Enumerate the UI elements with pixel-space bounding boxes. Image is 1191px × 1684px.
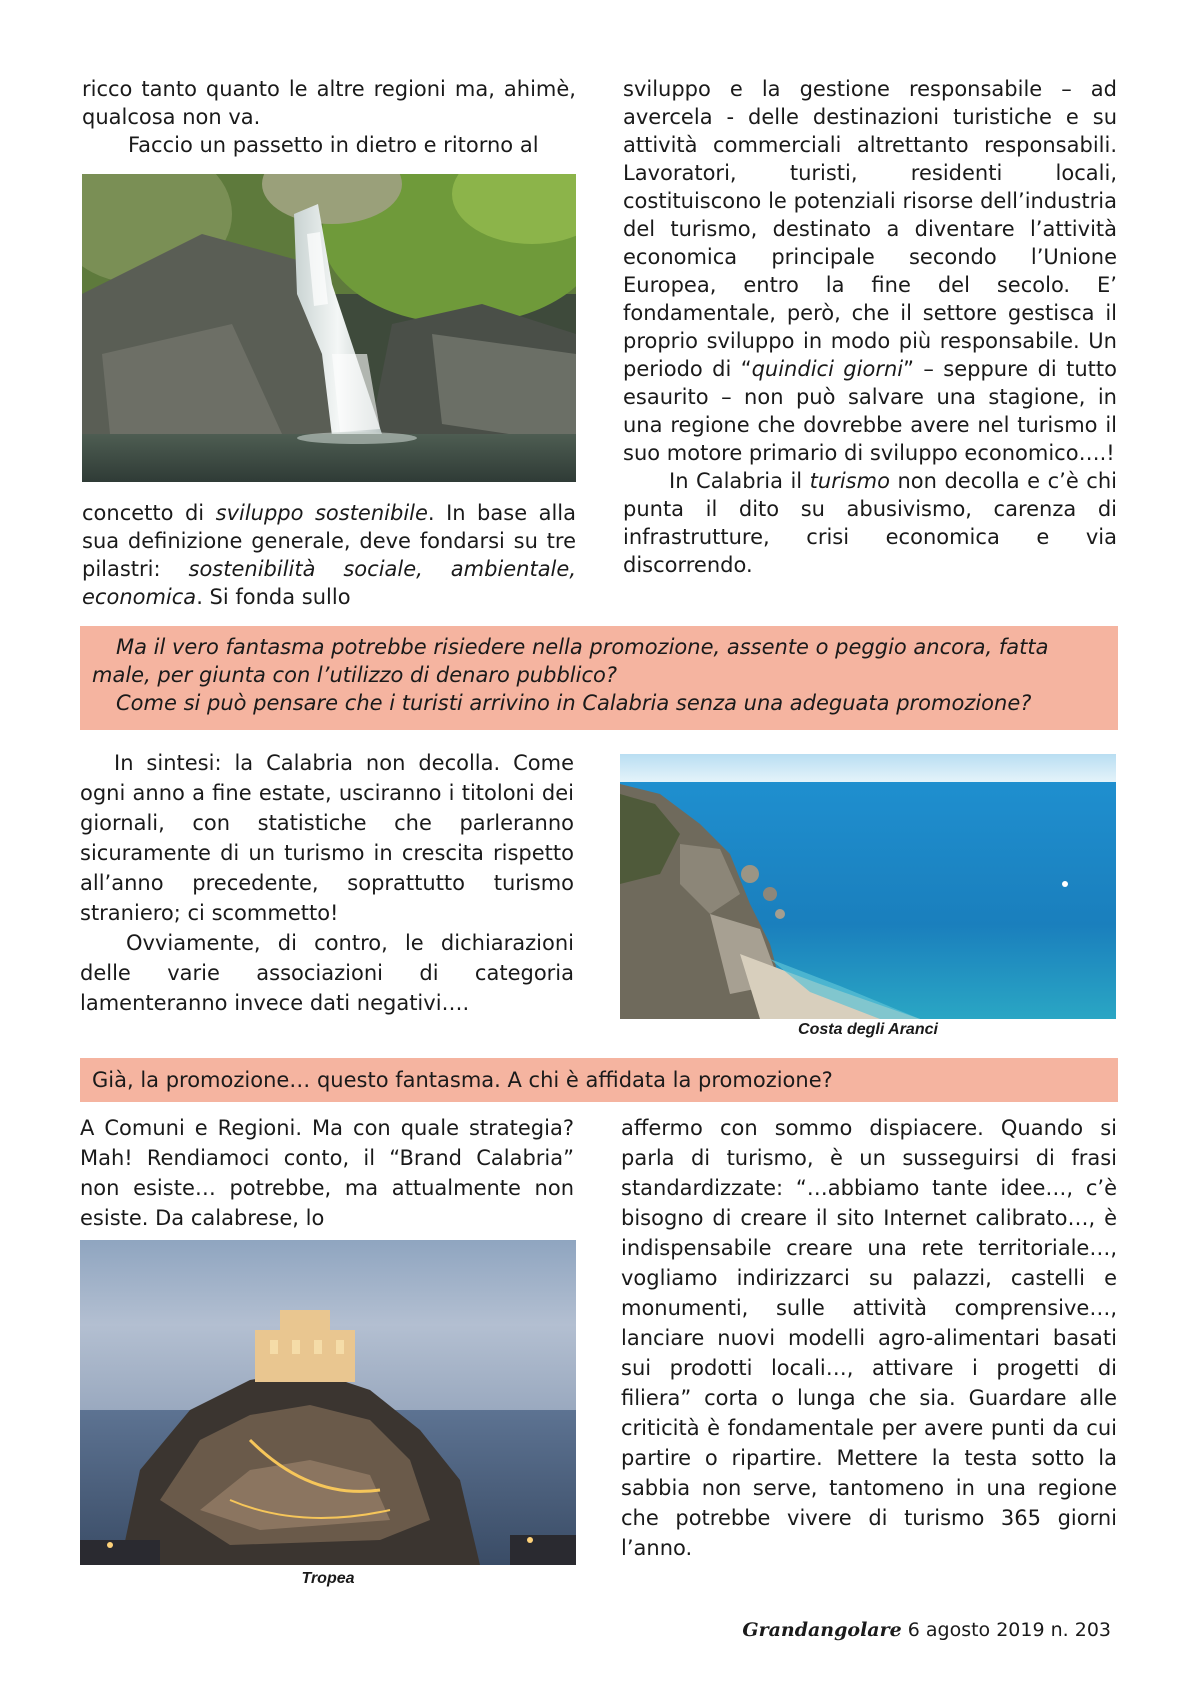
emphasis: turismo bbox=[809, 469, 890, 493]
emphasis: quindici giorni bbox=[751, 357, 904, 381]
paragraph: ricco tanto quanto le altre regioni ma, ahimè, qualcosa non va. bbox=[82, 77, 576, 129]
highlight-line: Ma il vero fantasma potrebbe risiedere nella promozione, assente o peggio ancora, fatta male, per giunta con l’utilizzo di denaro pubblico? bbox=[92, 635, 1049, 687]
paragraph bbox=[82, 499, 576, 611]
column-left-top bbox=[82, 75, 576, 159]
issue-date: 6 agosto 2019 n. 203 bbox=[907, 1619, 1111, 1641]
paragraph: A Comuni e Regioni. Ma con quale strategia? Mah! Rendiamoci conto, il “Brand Calabria” non esiste… potrebbe, ma attualmente non esiste. Da calabrese, lo bbox=[80, 1116, 574, 1230]
emphasis: sviluppo sostenibile bbox=[215, 501, 428, 525]
paragraph: affermo con sommo dispiacere. Quando si parla di turismo, è un susseguirsi di frasi standardizzate: “…abbiamo tante idee…, c’è bisogno di creare il sito Internet calibrato…, è indispensabile creare una rete territoriale…, vogliamo indirizzarci su palazzi, castelli e monumenti, sulle attività comprensive…, lanciare nuovi modelli agro-alimentari basati sui prodotti locali…, attivare i progetti di filiera” corta o lunga che sia. Guardare alle criticità è fondamentale per avere punti da cui partire o ripartire. Mettere la testa sotto la sabbia non serve, tantomeno in una regione che potrebbe vivere di turismo 365 giorni l’anno. bbox=[621, 1116, 1117, 1560]
page-footer bbox=[742, 1619, 1111, 1641]
column-left-bottom-section bbox=[80, 1113, 574, 1233]
highlight-line: Come si può pensare che i turisti arrivino in Calabria senza una adeguata promozione? bbox=[116, 691, 1032, 715]
text: non decolla e c’è chi punta il dito su abusivismo, carenza di infrastrutture, crisi economica e via discorrendo. bbox=[623, 469, 1117, 577]
column-right-top bbox=[623, 75, 1117, 579]
column-left-bottom bbox=[82, 499, 576, 611]
paragraph bbox=[623, 467, 1117, 579]
text: In Calabria il bbox=[669, 469, 810, 493]
paragraph: Faccio un passetto in dietro e ritorno al bbox=[128, 133, 539, 157]
coast-photo bbox=[620, 754, 1116, 1019]
column-left-middle bbox=[80, 748, 574, 1018]
paragraph: Ovviamente, di contro, le dichiarazioni delle varie associazioni di categoria lamenteranno invece dati negativi…. bbox=[80, 931, 574, 1015]
text: ” – seppure di tutto esaurito – non può salvare una stagione, in una regione che dovrebbe avere nel turismo il suo motore primario di sviluppo economico….! bbox=[623, 357, 1117, 465]
text: concetto di bbox=[82, 501, 216, 525]
text: sviluppo e la gestione responsabile – ad avercela - delle destinazioni turistiche e su attività commerciali altrettanto responsabili. Lavoratori, turisti, residenti locali, costituiscono le potenziali risorse dell’industria del turismo, destinato a diventare l’attività economica principale secondo l’Unione Europea, entro la fine del secolo. E’ fondamentale, però, che il settore gestisca il proprio sviluppo in modo più responsabile. Un periodo di “ bbox=[623, 77, 1117, 381]
tropea-photo bbox=[80, 1240, 576, 1565]
photo-caption: Tropea bbox=[301, 1570, 355, 1587]
paragraph: In sintesi: la Calabria non decolla. Come ogni anno a fine estate, usciranno i titoloni dei giornali, con statistiche che parleranno sicuramente di un turismo in crescita rispetto all’anno precedente, soprattutto turismo straniero; ci scommetto! bbox=[80, 751, 574, 925]
emphasis: sostenibilità sociale, ambientale, economica bbox=[82, 557, 576, 609]
text: . Si fonda sullo bbox=[196, 585, 351, 609]
photo-caption: Costa degli Aranci bbox=[798, 1021, 938, 1038]
column-right-bottom bbox=[621, 1113, 1117, 1563]
text: . In base alla sua definizione generale, deve fondarsi su tre pilastri: bbox=[82, 501, 577, 581]
paragraph bbox=[623, 75, 1117, 467]
highlight-box bbox=[80, 626, 1118, 730]
highlight-box: Già, la promozione… questo fantasma. A chi è affidata la promozione? bbox=[80, 1058, 1118, 1102]
publication-name: Grandangolare bbox=[742, 1619, 902, 1641]
waterfall-photo bbox=[82, 174, 576, 482]
